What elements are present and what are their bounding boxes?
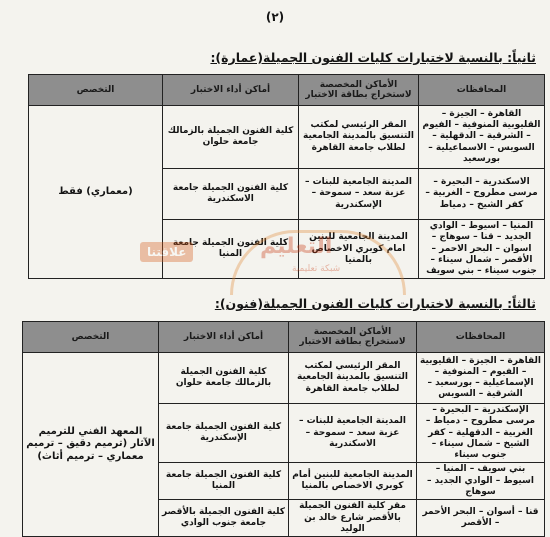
section-title-architecture: ثانياً: بالنسبة لاختبارات كليات الفنون الجميلة(عمارة): bbox=[210, 50, 536, 65]
test-location-cell: كلية الفنون الجميلة بالزمالك جامعة حلوان bbox=[159, 353, 289, 404]
test-place-cell: المدينة الجامعية للبنات – عزبة سعد – سموحة – الإسكندرية bbox=[299, 169, 419, 220]
test-location-cell: كلية الفنون الجميلة جامعة الإسكندرية bbox=[159, 404, 289, 463]
watermark-badge: علاقتنا bbox=[140, 242, 193, 262]
table-header-row bbox=[29, 75, 545, 106]
governorates-cell: المنيا – اسيوط – الوادي الجديد – قنا – سوهاج – اسوان – البحر الاحمر – الأقصر – شمال سيناء – جنوب سيناء – بني سويف bbox=[419, 220, 545, 279]
test-location-cell: كلية الفنون الجميلة جامعة الاسكندرية bbox=[163, 169, 299, 220]
header-governorates: المحافظات bbox=[417, 322, 545, 353]
header-test-place: الأماكن المخصصة لاستخراج بطاقة الاختبار bbox=[299, 75, 419, 106]
test-place-cell: المدينة الجامعية للبنات – عزبة سعد – سموحة – الاسكندرية bbox=[289, 404, 417, 463]
test-location-cell: كلية الفنون الجميلة جامعة المنيا bbox=[163, 220, 299, 279]
table-row bbox=[29, 106, 545, 169]
test-place-cell: مقر كلية الفنون الجميلة بالأقصر شارع خالد بن الوليد bbox=[289, 500, 417, 537]
table-row bbox=[23, 353, 545, 404]
page-number: (٢) bbox=[265, 10, 285, 24]
specialization-cell: (معماري) فقط bbox=[29, 106, 163, 279]
header-specialization: التخصص bbox=[29, 75, 163, 106]
test-location-cell: كلية الفنون الجميلة بالأقصر جامعة جنوب الوادي bbox=[159, 500, 289, 537]
header-test-location: أماكن أداء الاختبار bbox=[163, 75, 299, 106]
governorates-cell: الإسكندرية – البحيرة – مرسى مطروح – دمياط – الغربية – الدقهلية – كفر الشيخ – شمال سيناء – جنوب سيناء bbox=[417, 404, 545, 463]
test-place-cell: المقر الرئيسي لمكتب التنسيق بالمدينة الجامعية لطلاب جامعة القاهرة bbox=[299, 106, 419, 169]
test-place-cell: المدينة الجامعية للبنين امام كوبري الاخصاص بالمنيا bbox=[299, 220, 419, 279]
governorates-cell: قنا – أسوان – البحر الأحمر – الأقصر bbox=[417, 500, 545, 537]
arts-exam-table bbox=[22, 321, 545, 537]
watermark-subtext: شبكة تعليمية bbox=[292, 264, 341, 274]
header-test-place: الأماكن المخصصة لاستخراج بطاقة الاختبار bbox=[289, 322, 417, 353]
governorates-cell: القاهرة – الجيزة – القليوبية المنوفية – الفيوم – الشرقية – الدقهلية – السويس – الاسماعيلية – بورسعيد bbox=[419, 106, 545, 169]
header-specialization: التخصص bbox=[23, 322, 159, 353]
governorates-cell: الاسكندرية – البحيرة – مرسى مطروح – الغربية – كفر الشيخ – دمياط bbox=[419, 169, 545, 220]
architecture-exam-table bbox=[28, 74, 545, 279]
watermark-text: التعليم bbox=[260, 234, 333, 259]
specialization-cell: المعهد الفني للترميم الآثار (ترميم دقيق – ترميم معماري – ترميم أثاث) bbox=[23, 353, 159, 537]
header-governorates: المحافظات bbox=[419, 75, 545, 106]
section-title-arts: ثالثاً: بالنسبة لاختبارات كليات الفنون الجميلة(فنون): bbox=[214, 296, 536, 311]
table-header-row bbox=[23, 322, 545, 353]
test-place-cell: المقر الرئيسي لمكتب التنسيق بالمدينة الجامعية لطلاب جامعة القاهرة bbox=[289, 353, 417, 404]
governorates-cell: بني سويف – المنيا – اسيوط – الوادي الجديد – سوهاج bbox=[417, 463, 545, 500]
test-location-cell: كلية الفنون الجميلة بالزمالك جامعة حلوان bbox=[163, 106, 299, 169]
header-test-location: أماكن أداء الاختبار bbox=[159, 322, 289, 353]
governorates-cell: القاهرة – الجيزة – القليوبية – الفيوم – المنوفية – الإسماعيلية – بورسعيد – الشرقية – السويس bbox=[417, 353, 545, 404]
test-location-cell: كلية الفنون الجميلة جامعة المنيا bbox=[159, 463, 289, 500]
test-place-cell: المدينة الجامعية للبنين أمام كوبري الاخصاص بالمنيا bbox=[289, 463, 417, 500]
